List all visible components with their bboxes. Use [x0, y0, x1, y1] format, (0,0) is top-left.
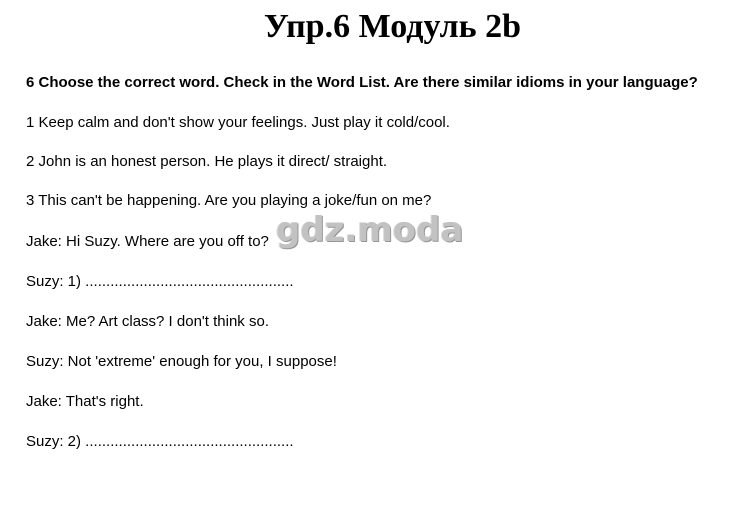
dialogue-line-5: Jake: That's right.	[26, 393, 144, 410]
dialogue-line-1: Jake: Hi Suzy. Where are you off to?	[26, 233, 269, 250]
sentence-3: 3 This can't be happening. Are you playing a joke/fun on me?	[26, 192, 432, 209]
dialogue-line-6: Suzy: 2) ..................................................	[26, 433, 294, 450]
dialogue-line-4: Suzy: Not 'extreme' enough for you, I suppose!	[26, 353, 337, 370]
watermark-logo: gdz.moda	[276, 210, 464, 250]
dialogue-line-3: Jake: Me? Art class? I don't think so.	[26, 313, 269, 330]
exercise-instruction: 6 Choose the correct word. Check in the Word List. Are there similar idioms in your language?	[26, 74, 698, 91]
sentence-1: 1 Keep calm and don't show your feelings. Just play it cold/cool.	[26, 114, 450, 131]
sentence-2: 2 John is an honest person. He plays it direct/ straight.	[26, 153, 388, 170]
dialogue-line-2: Suzy: 1) ..................................................	[26, 273, 294, 290]
page-title: Упр.6 Модуль 2b	[263, 8, 522, 45]
